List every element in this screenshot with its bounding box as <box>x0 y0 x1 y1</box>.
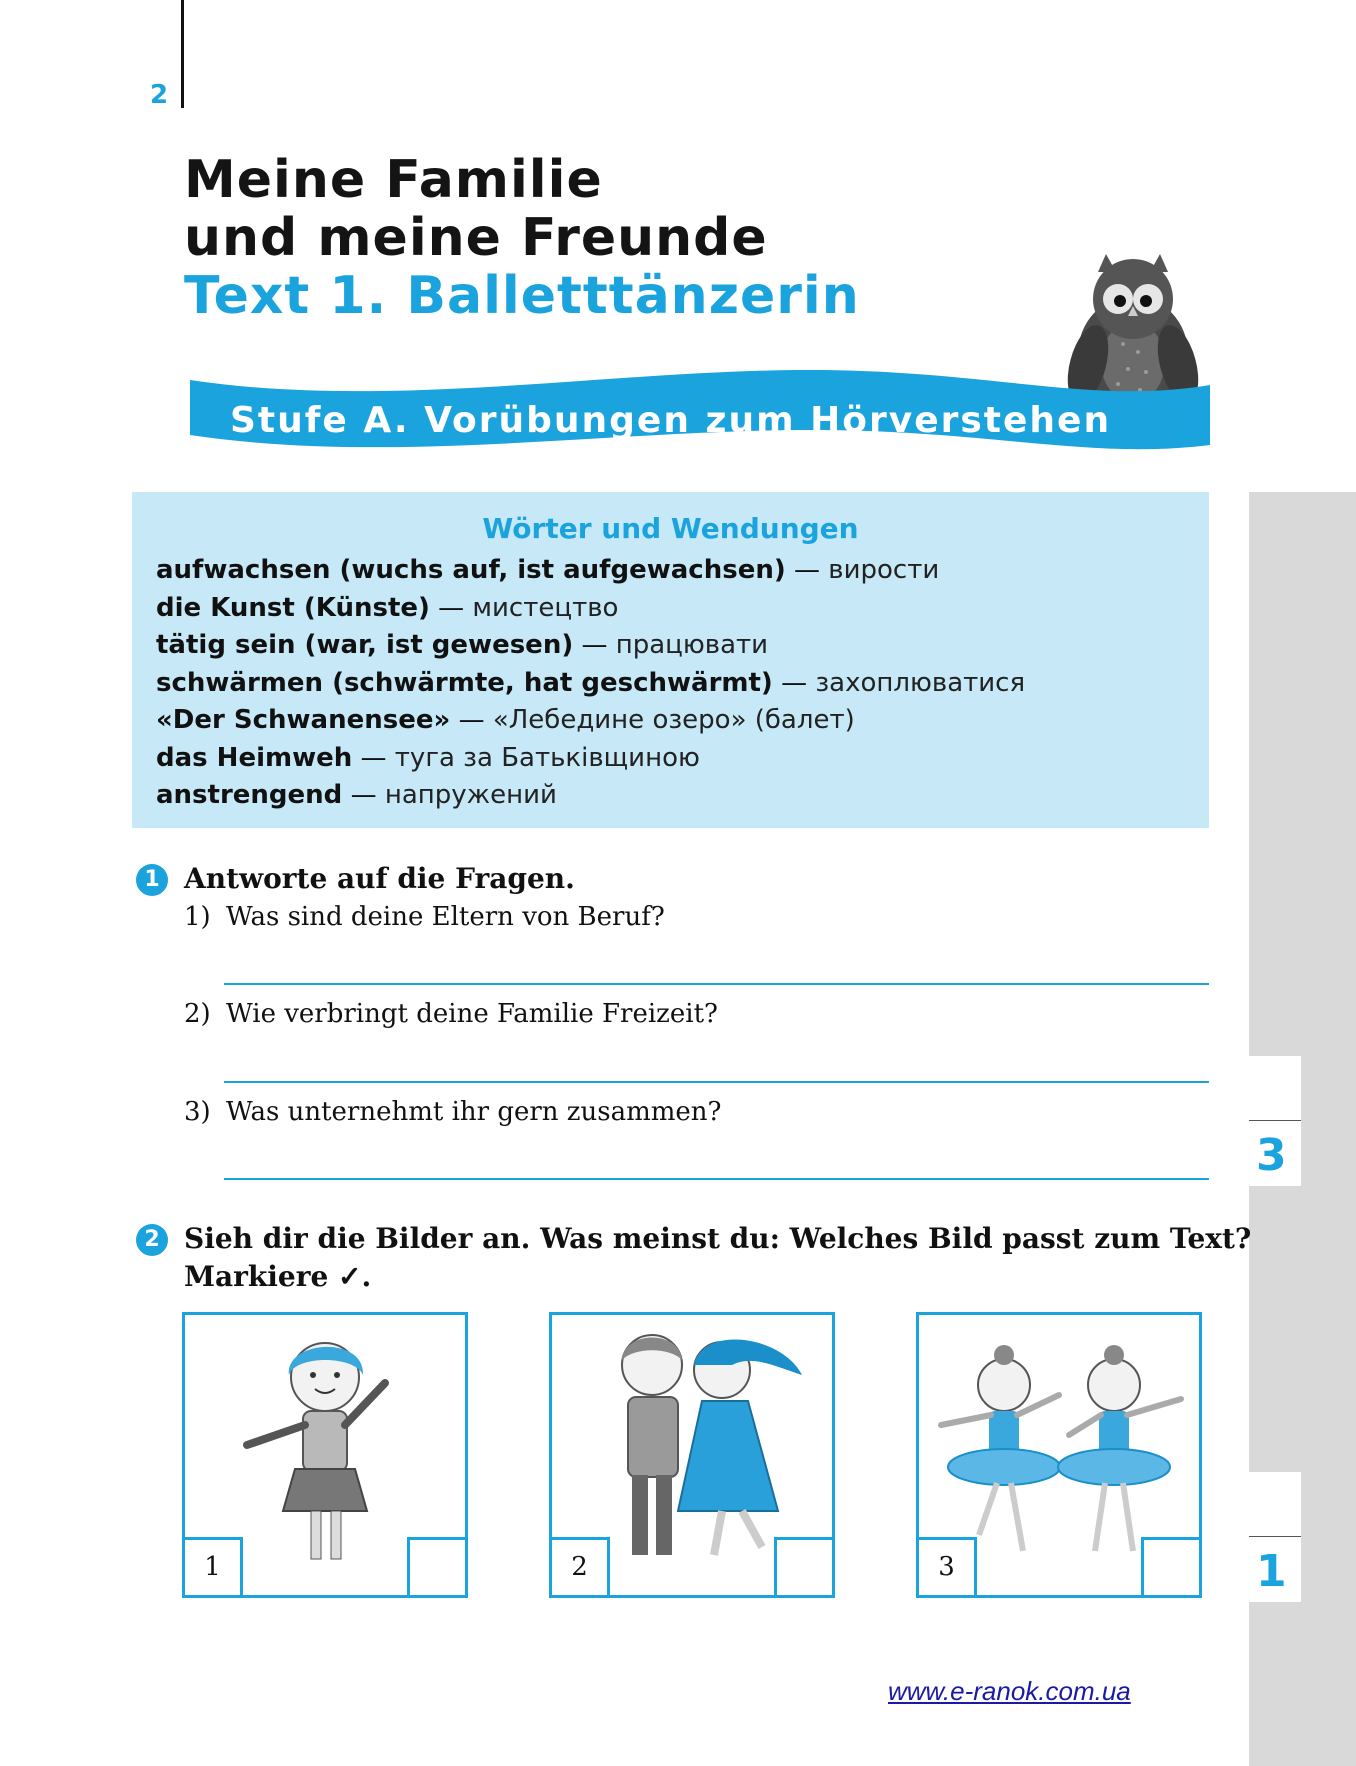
vocabulary-heading: Wörter und Wendungen <box>482 512 859 545</box>
answer-line[interactable] <box>224 983 1209 985</box>
picture-check-box[interactable] <box>407 1537 465 1595</box>
picture-3 <box>916 1312 1202 1598</box>
page-title-line2: und meine Freunde <box>184 208 768 268</box>
banner-text: Stufe A. Vorübungen zum Hörverstehen <box>230 400 1112 441</box>
vocabulary-list <box>156 552 1025 815</box>
page-rule <box>181 0 184 108</box>
vocab-entry: die Kunst (Künste) — мистецтво <box>156 592 619 623</box>
task-title-line2: Markiere ✓. <box>184 1260 372 1293</box>
task-number-badge: 1 <box>136 864 168 896</box>
task-number-badge: 2 <box>136 1224 168 1256</box>
section-banner <box>190 360 1210 470</box>
answer-line[interactable] <box>224 1178 1209 1180</box>
picture-check-box[interactable] <box>774 1537 832 1595</box>
vocab-entry: anstrengend — напружений <box>156 780 557 810</box>
side-tab-line <box>1249 1536 1301 1537</box>
text-title: Text 1. Balletttänzerin <box>184 266 860 326</box>
vocab-entry: tätig sein (war, ist gewesen) — працювати <box>156 630 769 660</box>
side-tab-line <box>1249 1120 1301 1121</box>
vocab-entry: aufwachsen (wuchs auf, ist aufgewachsen) — вирости <box>156 555 940 585</box>
picture-check-box[interactable] <box>1141 1537 1199 1595</box>
picture-2 <box>549 1312 835 1598</box>
vocab-entry: schwärmen (schwärmte, hat geschwärmt) — захоплюватися <box>156 667 1026 698</box>
side-tab-number: 3 <box>1256 1130 1287 1181</box>
task-title: Antworte auf die Fragen. <box>184 862 575 895</box>
vocabulary-box <box>132 492 1209 828</box>
publisher-link[interactable]: www.e-ranok.com.ua <box>888 1676 1131 1706</box>
page-title-line1: Meine Familie <box>184 150 603 210</box>
picture-number: 3 <box>919 1537 977 1595</box>
side-tab-number: 1 <box>1256 1546 1287 1597</box>
picture-number: 2 <box>552 1537 610 1595</box>
question: 2) Wie verbringt deine Familie Freizeit? <box>184 999 718 1029</box>
vocab-entry: das Heimweh — туга за Батьківщиною <box>156 742 700 773</box>
task-title: Sieh dir die Bilder an. Was meinst du: Welches Bild passt zum Text? <box>184 1222 1252 1255</box>
answer-line[interactable] <box>224 1081 1209 1083</box>
vocab-entry: «Der Schwanensee» — «Лебедине озеро» (балет) <box>156 705 855 735</box>
picture-1 <box>182 1312 468 1598</box>
page-number: 2 <box>150 80 169 110</box>
picture-number: 1 <box>185 1537 243 1595</box>
question: 1) Was sind deine Eltern von Beruf? <box>184 902 665 932</box>
question: 3) Was unternehmt ihr gern zusammen? <box>184 1097 722 1127</box>
